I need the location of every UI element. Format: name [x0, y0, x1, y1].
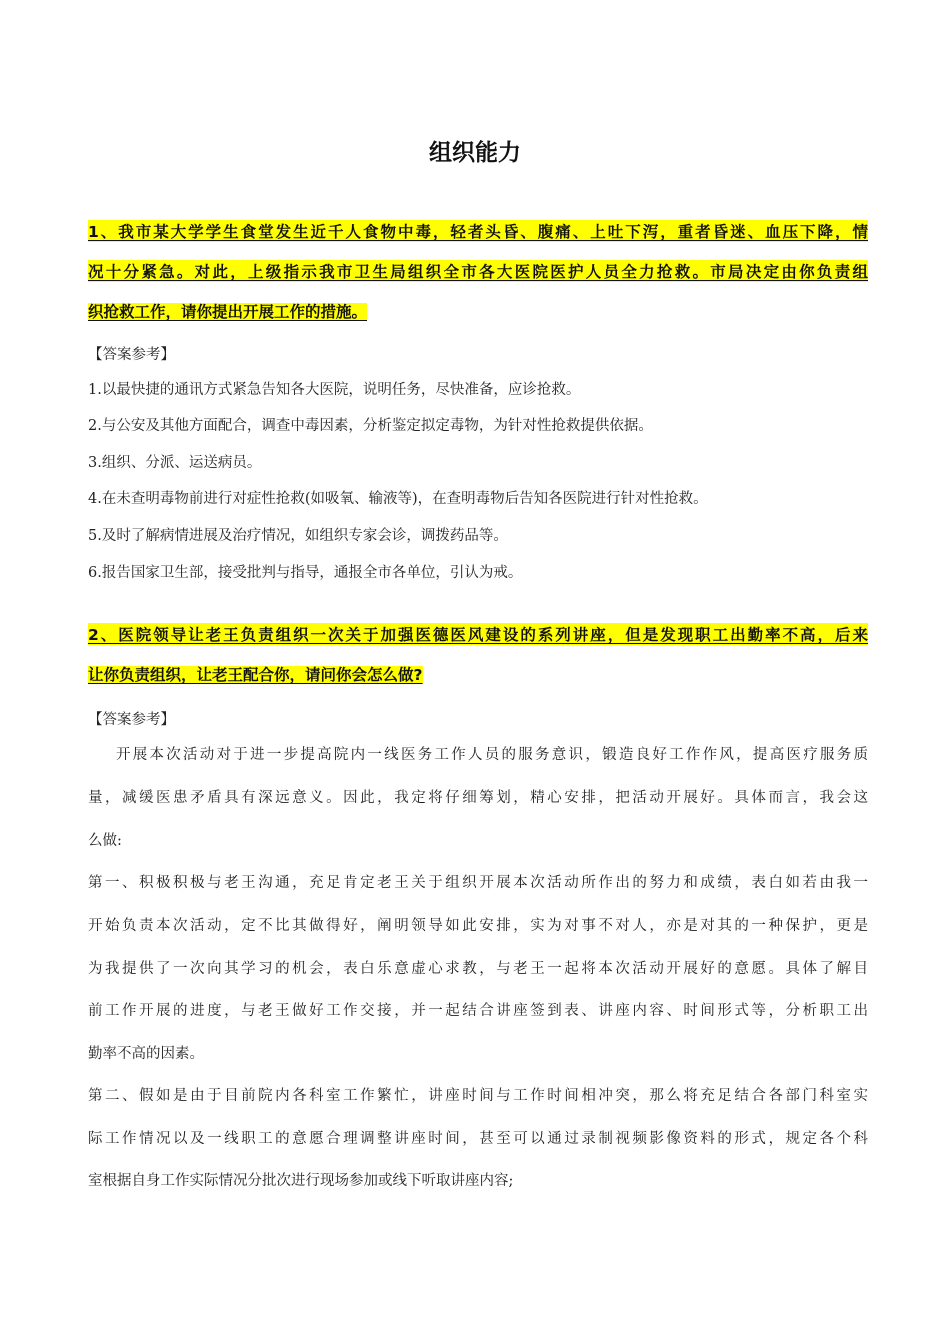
answer-1-item: 4.在未查明毒物前进行对症性抢救(如吸氧、输液等)，在查明毒物后告知各医院进行针对性抢救。 [88, 491, 708, 507]
question-1-text: 况十分紧急。对此，上级指示我市卫生局组织全市各大医院医护人员全力抢救。市局决定由你负责组 [88, 260, 868, 282]
answer-2-line: 前工作开展的进度，与老王做好工作交接，并一起结合讲座签到表、讲座内容、时间形式等，分析职工出 [88, 1003, 868, 1019]
answer-2-label: 【答案参考】 [88, 712, 175, 728]
answer-2-line: 第二、假如是由于目前院内各科室工作繁忙，讲座时间与工作时间相冲突，那么将充足结合各部门科室实 [88, 1088, 868, 1104]
question-2-line [88, 663, 868, 703]
answer-1-item: 6.报告国家卫生部，接受批判与指导，通报全市各单位，引认为戒。 [88, 565, 523, 581]
answer-2-line: 勤率不高的因素。 [88, 1046, 204, 1062]
answer-1-item: 1.以最快捷的通讯方式紧急告知各大医院，说明任务，尽快准备，应诊抢救。 [88, 382, 581, 398]
page-title: 组织能力 [429, 140, 521, 166]
answer-1-item: 5.及时了解病情进展及治疗情况，如组织专家会诊，调拨药品等。 [88, 528, 508, 544]
answer-2-line: 室根据自身工作实际情况分批次进行现场参加或线下听取讲座内容; [88, 1173, 514, 1189]
question-2-text: 让你负责组织，让老王配合你，请问你会怎么做? [88, 666, 423, 684]
question-1-line [88, 300, 868, 340]
question-1-text: 1、我市某大学学生食堂发生近千人食物中毒，轻者头昏、腹痛、上吐下泻，重者昏迷、血压下降，情 [88, 220, 868, 242]
answer-2-line: 第一、积极积极与老王沟通，充足肯定老王关于组织开展本次活动所作出的努力和成绩，表白如若由我一 [88, 875, 868, 891]
answer-2-line: 开始负责本次活动，定不比其做得好，阐明领导如此安排，实为对事不对人，亦是对其的一种保护，更是 [88, 918, 868, 934]
answer-2-line: 么做: [88, 833, 122, 849]
answer-2-line: 开展本次活动对于进一步提高院内一线医务工作人员的服务意识，锻造良好工作作风，提高医疗服务质 [116, 747, 868, 763]
answer-2-line: 际工作情况以及一线职工的意愿合理调整讲座时间，甚至可以通过录制视频影像资料的形式，规定各个科 [88, 1131, 868, 1147]
answer-2-line: 量，减缓医患矛盾具有深远意义。因此，我定将仔细筹划，精心安排，把活动开展好。具体而言，我会这 [88, 790, 868, 806]
question-1-line [88, 220, 868, 260]
question-1-line [88, 260, 868, 300]
question-2 [88, 623, 868, 703]
question-1 [88, 220, 868, 340]
answer-1-item: 2.与公安及其他方面配合，调查中毒因素，分析鉴定拟定毒物，为针对性抢救提供依据。 [88, 418, 653, 434]
question-1-text: 织抢救工作，请你提出开展工作的措施。 [88, 303, 368, 321]
answer-1-item: 3.组织、分派、运送病员。 [88, 455, 262, 471]
question-2-text: 2、医院领导让老王负责组织一次关于加强医德医风建设的系列讲座，但是发现职工出勤率不高，后来 [88, 623, 868, 645]
question-2-line [88, 623, 868, 663]
answer-2-line: 为我提供了一次向其学习的机会，表白乐意虚心求教，与老王一起将本次活动开展好的意愿。具体了解目 [88, 961, 868, 977]
answer-1-label: 【答案参考】 [88, 347, 175, 363]
